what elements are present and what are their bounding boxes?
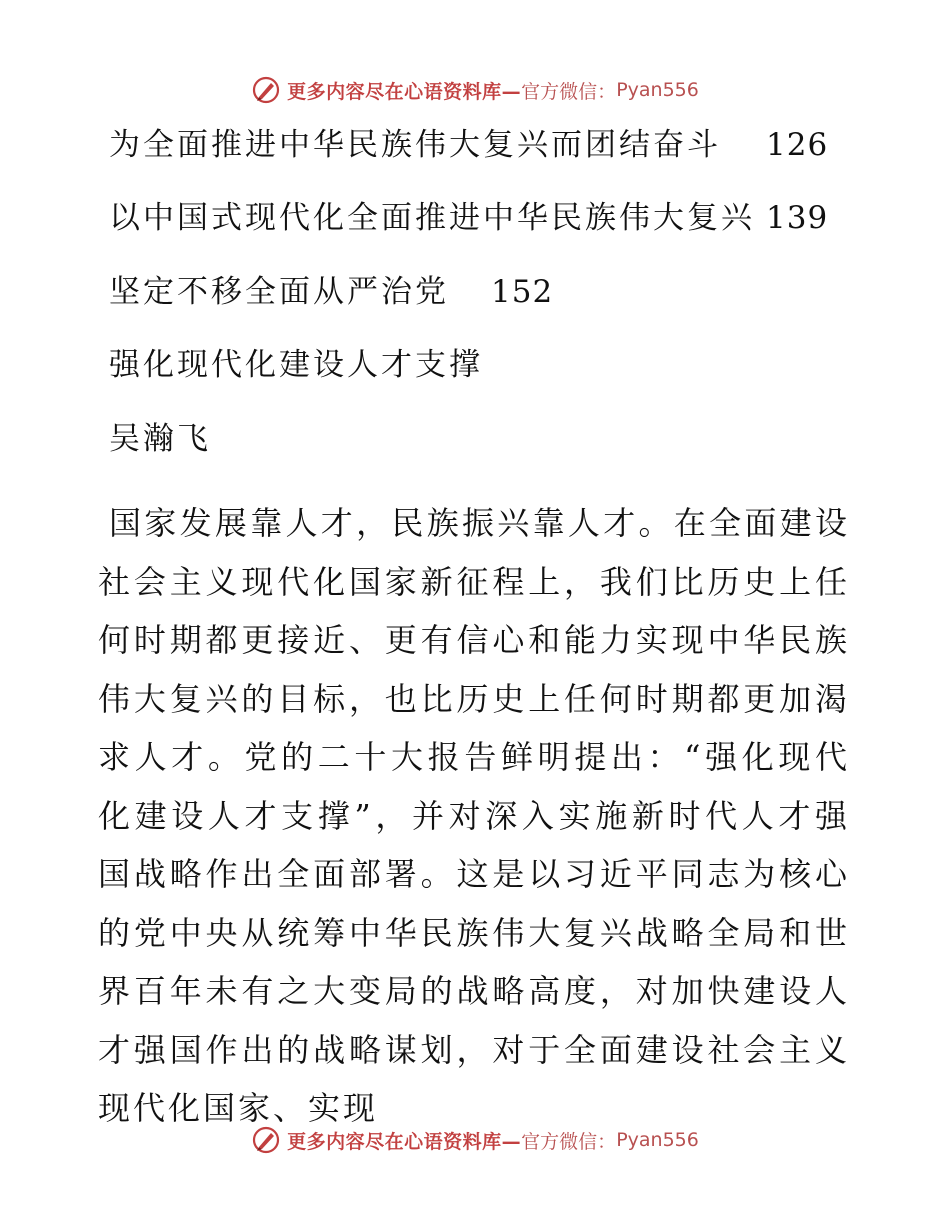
banner-wechat-id: Pyan556	[616, 79, 699, 101]
toc-entry	[109, 127, 829, 163]
banner-wechat-label: 官方微信：	[521, 1130, 617, 1153]
article-title: 强化现代化建设人才支撑	[109, 347, 483, 383]
header-banner	[0, 70, 950, 110]
toc-entry-page: 126	[766, 127, 829, 163]
pen-logo-icon	[251, 75, 281, 105]
pen-logo-icon	[251, 1125, 281, 1155]
banner-wechat-id: Pyan556	[616, 1129, 699, 1151]
banner-text: 更多内容尽在心语资料库—	[287, 80, 522, 103]
banner-text: 更多内容尽在心语资料库—	[287, 1130, 522, 1153]
banner-wechat-label: 官方微信：	[521, 80, 617, 103]
toc-entry-page: 139	[766, 200, 829, 236]
toc-entry-title: 坚定不移全面从严治党	[109, 274, 449, 310]
footer-banner	[0, 1120, 950, 1160]
article-author: 吴瀚飞	[109, 421, 211, 457]
toc-entry-page: 152	[491, 274, 554, 310]
toc-entry-title: 以中国式现代化全面推进中华民族伟大复兴	[109, 200, 755, 236]
toc-entry	[109, 200, 829, 236]
toc-entry	[109, 274, 554, 310]
article-paragraph: 国家发展靠人才，民族振兴靠人才。在全面建设社会主义现代化国家新征程上，我们比历史上任何时期都更接近、更有信心和能力实现中华民族伟大复兴的目标，也比历史上任何时期都更加渴求人才。党的二十大报告鲜明提出：“强化现代化建设人才支撑”，并对深入实施新时代人才强国战略作出全面部署。这是以习近平同志为核心的党中央从统筹中华民族伟大复兴战略全局和世界百年未有之大变局的战略高度，对加快建设人才强国作出的战略谋划，对于全面建设社会主义现代化国家、实现	[98, 504, 850, 1127]
toc-entry-title: 为全面推进中华民族伟大复兴而团结奋斗	[109, 127, 721, 163]
